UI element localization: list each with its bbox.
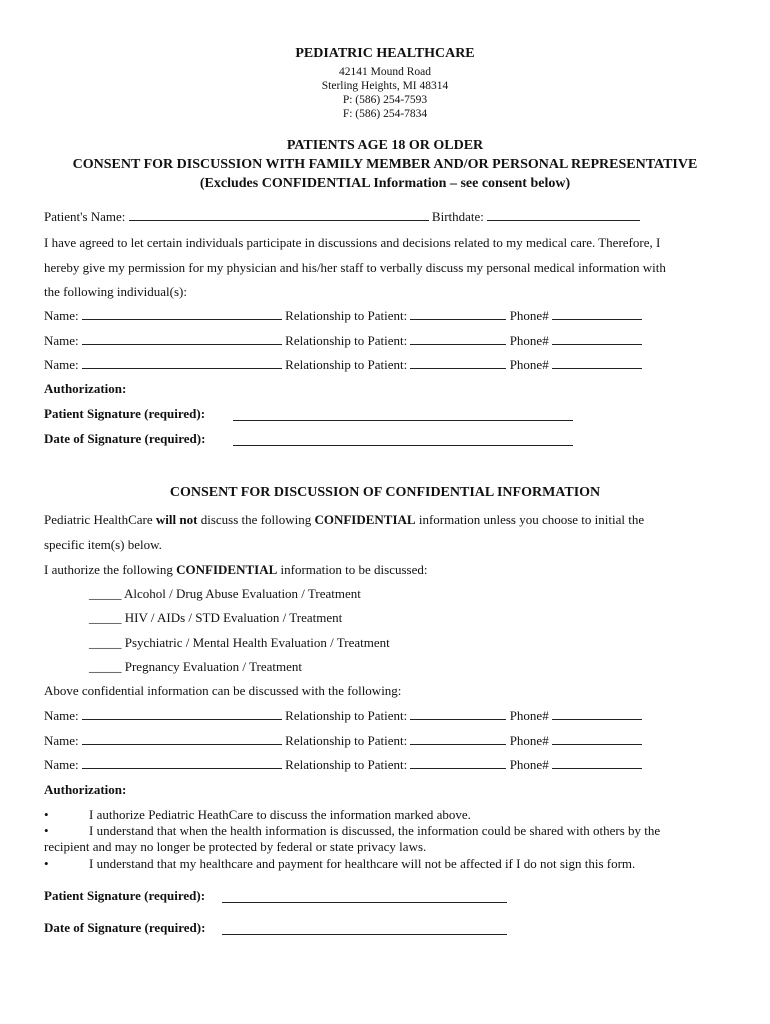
relationship-field[interactable]	[410, 708, 506, 720]
section1-title-line2: CONSENT FOR DISCUSSION WITH FAMILY MEMBER AND/OR PERSONAL REPRESENTATIVE	[72, 157, 698, 172]
name-label: Name:	[44, 733, 79, 748]
name-label: Name:	[44, 308, 79, 323]
address-line-1: 42141 Mound Road	[339, 66, 431, 78]
signature-field[interactable]	[222, 888, 507, 903]
date-label: Date of Signature (required):	[44, 920, 206, 935]
name-field[interactable]	[82, 733, 282, 745]
intro-text-e: information unless you choose to initial the	[415, 512, 645, 527]
authorization-bullet-3: I understand that my healthcare and payment for healthcare will not be affected if I do not sign this form.	[89, 856, 636, 871]
name-field[interactable]	[82, 357, 282, 369]
signature-label: Patient Signature (required):	[44, 888, 206, 903]
phone-number: P: (586) 254-7593	[342, 94, 428, 106]
name-label: Name:	[44, 357, 79, 372]
contact-row	[44, 308, 642, 324]
permission-paragraph-line3: the following individual(s):	[44, 284, 187, 299]
contact-row	[44, 757, 642, 773]
birthdate-label: Birthdate:	[431, 209, 484, 224]
contact-row	[44, 333, 642, 349]
intro-text-confidential: CONFIDENTIAL	[314, 512, 416, 527]
contact-row	[44, 708, 642, 724]
above-confidential-text: Above confidential information can be discussed with the following:	[44, 683, 402, 698]
relationship-field[interactable]	[410, 333, 506, 345]
authorization-bullet-2-line1: I understand that when the health information is discussed, the information could be shared with others by the	[89, 823, 661, 838]
birthdate-field[interactable]	[487, 209, 640, 221]
contact-row	[44, 733, 642, 749]
phone-field[interactable]	[552, 308, 642, 320]
phone-field[interactable]	[552, 708, 642, 720]
section2-title: CONSENT FOR DISCUSSION OF CONFIDENTIAL INFORMATION	[169, 485, 601, 500]
phone-field[interactable]	[552, 733, 642, 745]
permission-paragraph-line1: I have agreed to let certain individuals participate in discussions and decisions related to my medical care. Therefore, I	[44, 235, 661, 250]
name-label: Name:	[44, 757, 79, 772]
authorize-text-c: information to be discussed:	[277, 562, 428, 577]
section1-title-line3: (Excludes CONFIDENTIAL Information – see consent below)	[199, 176, 571, 191]
signature-label: Patient Signature (required):	[44, 406, 206, 421]
phone-label: Phone#	[509, 333, 549, 348]
name-field[interactable]	[82, 333, 282, 345]
name-label: Name:	[44, 708, 79, 723]
authorization-bullet-2-line2: recipient and may no longer be protected by federal or state privacy laws.	[44, 839, 427, 854]
patient-name-field[interactable]	[129, 209, 429, 221]
relationship-field[interactable]	[410, 308, 506, 320]
authorization-label: Authorization:	[44, 381, 127, 396]
signature-field[interactable]	[233, 406, 573, 421]
relationship-label: Relationship to Patient:	[285, 308, 408, 323]
intro-text-will-not: will not	[155, 512, 198, 527]
patient-name-row	[44, 209, 640, 225]
fax-number: F: (586) 254-7834	[342, 108, 428, 120]
patient-name-label: Patient's Name:	[44, 209, 126, 224]
confidential-item-hiv[interactable]: _____ HIV / AIDs / STD Evaluation / Treatment	[89, 610, 343, 625]
permission-paragraph-line2: hereby give my permission for my physician and his/her staff to verbally discuss my personal medical information with	[44, 260, 666, 275]
authorize-text-confidential: CONFIDENTIAL	[176, 562, 278, 577]
relationship-label: Relationship to Patient:	[285, 357, 408, 372]
confidential-item-psychiatric[interactable]: _____ Psychiatric / Mental Health Evaluation / Treatment	[89, 635, 390, 650]
phone-label: Phone#	[509, 757, 549, 772]
relationship-field[interactable]	[410, 757, 506, 769]
name-label: Name:	[44, 333, 79, 348]
phone-field[interactable]	[552, 333, 642, 345]
clinic-name: PEDIATRIC HEALTHCARE	[295, 46, 475, 61]
bullet-icon: •	[44, 807, 49, 822]
relationship-field[interactable]	[410, 733, 506, 745]
relationship-label: Relationship to Patient:	[285, 708, 408, 723]
authorization-label: Authorization:	[44, 782, 127, 797]
name-field[interactable]	[82, 757, 282, 769]
phone-label: Phone#	[509, 308, 549, 323]
confidential-item-alcohol[interactable]: _____ Alcohol / Drug Abuse Evaluation / Treatment	[89, 586, 361, 601]
confidential-item-pregnancy[interactable]: _____ Pregnancy Evaluation / Treatment	[89, 659, 303, 674]
relationship-label: Relationship to Patient:	[285, 733, 408, 748]
phone-field[interactable]	[552, 757, 642, 769]
date-field[interactable]	[222, 920, 507, 935]
date-field[interactable]	[233, 431, 573, 446]
name-field[interactable]	[82, 708, 282, 720]
name-field[interactable]	[82, 308, 282, 320]
contact-row	[44, 357, 642, 373]
phone-field[interactable]	[552, 357, 642, 369]
relationship-field[interactable]	[410, 357, 506, 369]
authorize-following-line	[44, 562, 427, 578]
date-label: Date of Signature (required):	[44, 431, 206, 446]
phone-label: Phone#	[509, 733, 549, 748]
intro-text-c: discuss the following	[197, 512, 315, 527]
confidential-intro-line2: specific item(s) below.	[44, 537, 162, 552]
authorize-text-a: I authorize the following	[44, 562, 177, 577]
section1-title-line1: PATIENTS AGE 18 OR OLDER	[286, 138, 484, 153]
relationship-label: Relationship to Patient:	[285, 333, 408, 348]
phone-label: Phone#	[509, 708, 549, 723]
intro-text-a: Pediatric HealthCare	[44, 512, 156, 527]
authorization-bullet-1: I authorize Pediatric HeathCare to discuss the information marked above.	[89, 807, 471, 822]
confidential-intro-line1	[44, 512, 644, 528]
phone-label: Phone#	[509, 357, 549, 372]
relationship-label: Relationship to Patient:	[285, 757, 408, 772]
address-line-2: Sterling Heights, MI 48314	[321, 80, 449, 92]
bullet-icon: •	[44, 823, 49, 838]
bullet-icon: •	[44, 856, 49, 871]
